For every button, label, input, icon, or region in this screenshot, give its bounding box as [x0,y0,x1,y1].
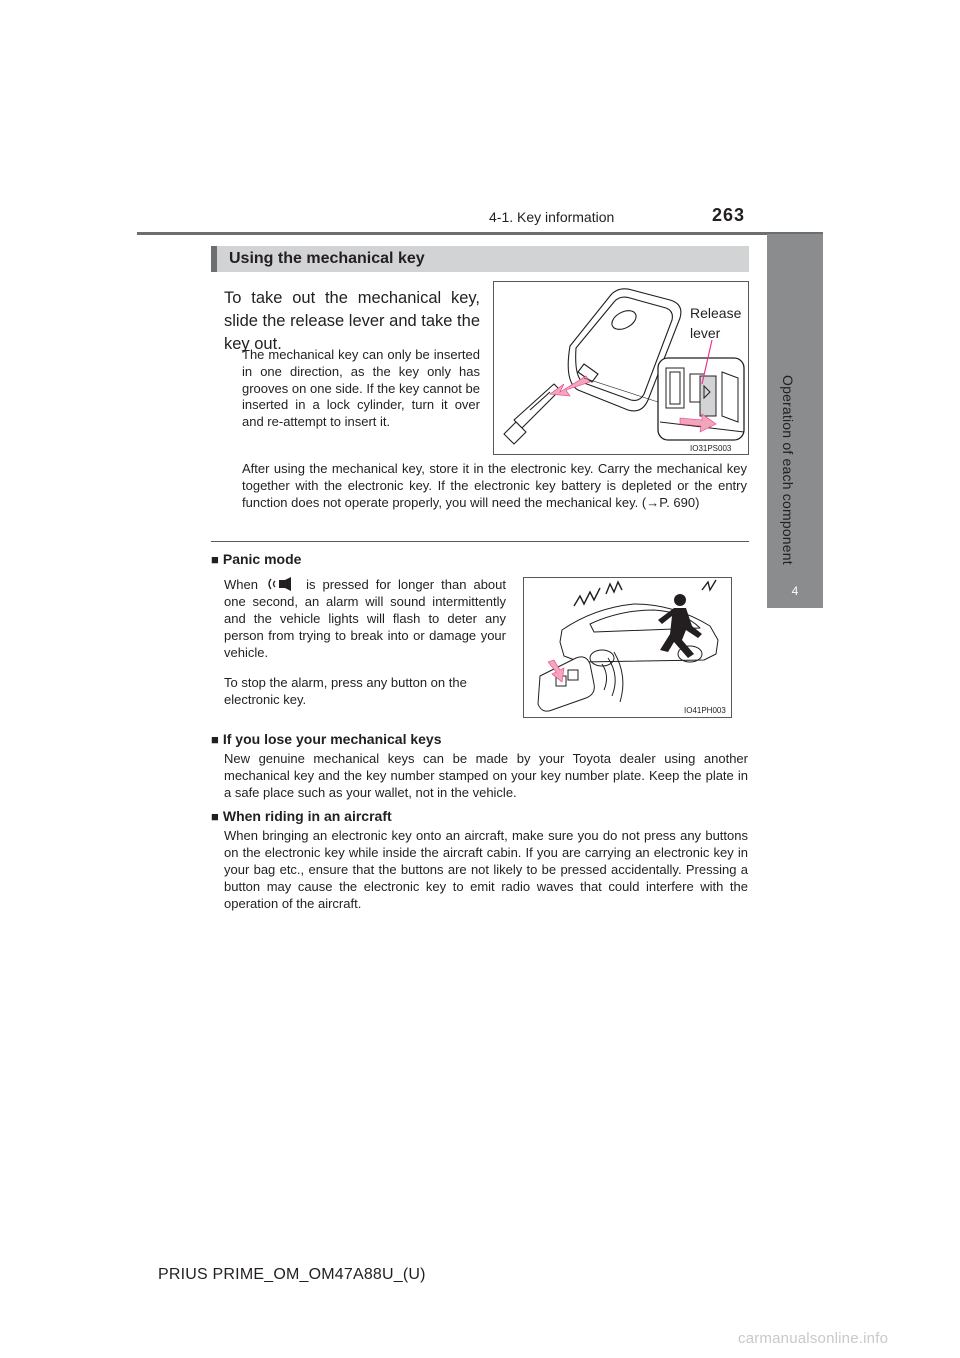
figure-code: IO31PS003 [690,444,732,453]
panic-mode-heading: ■ Panic mode [211,551,302,567]
chapter-number: 4 [791,584,799,598]
panic-alarm-illustration [524,578,731,717]
square-bullet-icon: ■ [211,552,219,567]
release-lever-callout: Release lever [690,305,742,341]
chapter-title: Operation of each component [780,375,796,565]
panic-mode-figure [523,577,732,718]
section-label: 4-1. Key information [489,209,615,225]
square-bullet-icon: ■ [211,732,219,747]
page-number: 263 [712,205,746,225]
aircraft-text: When bringing an electronic key onto an aircraft, make sure you do not press any buttons on the electronic key while inside the aircraft cabin. If you are carrying an electronic key in your bag etc., ensure that the buttons are not likely to be pressed accidentally. Pressing a button may cause the electronic key to emit radio waves that could interfere with the operation of the aircraft. [224,828,748,911]
panic-mode-description: When is pressed for longer than about one second, an alarm will sound intermittently and the vehicle lights will flash to deter any person from trying to break into or damage your vehicle. [224,577,506,660]
mechanical-key-note-2: After using the mechanical key, store it in the electronic key. Carry the mechanical key together with the electronic key. If the electronic key battery is depleted or the entry function does not operate properly, you will need the mechanical key. (→P. 690) [242,461,747,510]
header-rule [137,232,823,235]
section-heading-bar [211,246,749,272]
mechanical-key-figure [493,281,749,455]
section-heading: Using the mechanical key [229,250,425,267]
panic-mode-stop-instruction: To stop the alarm, press any button on the electronic key. [224,675,467,707]
figure-code: IO41PH003 [684,706,726,715]
mechanical-key-instruction: To take out the mechanical key, slide the release lever and take the key out. [224,289,480,353]
lost-keys-text: New genuine mechanical keys can be made by your Toyota dealer using another mechanical key and the key number stamped on your key number plate. Keep the plate in a safe place such as your wallet, not in the vehicle. [224,751,748,800]
aircraft-heading: ■ When riding in an aircraft [211,808,392,824]
mechanical-key-note-1: The mechanical key can only be inserted in one direction, as the key only has grooves on one side. If the key cannot be inserted in a lock cylinder, turn it over and re-attempt to insert it. [242,347,480,430]
watermark: carmanualsonline.info [738,1330,889,1347]
alarm-sound-icon [574,580,716,606]
manual-code: PRIUS PRIME_OM_OM47A88U_(U) [158,1266,426,1283]
section-divider [211,541,749,542]
panic-button-icon [265,577,299,591]
square-bullet-icon: ■ [211,809,219,824]
lost-keys-heading: ■ If you lose your mechanical keys [211,731,442,747]
